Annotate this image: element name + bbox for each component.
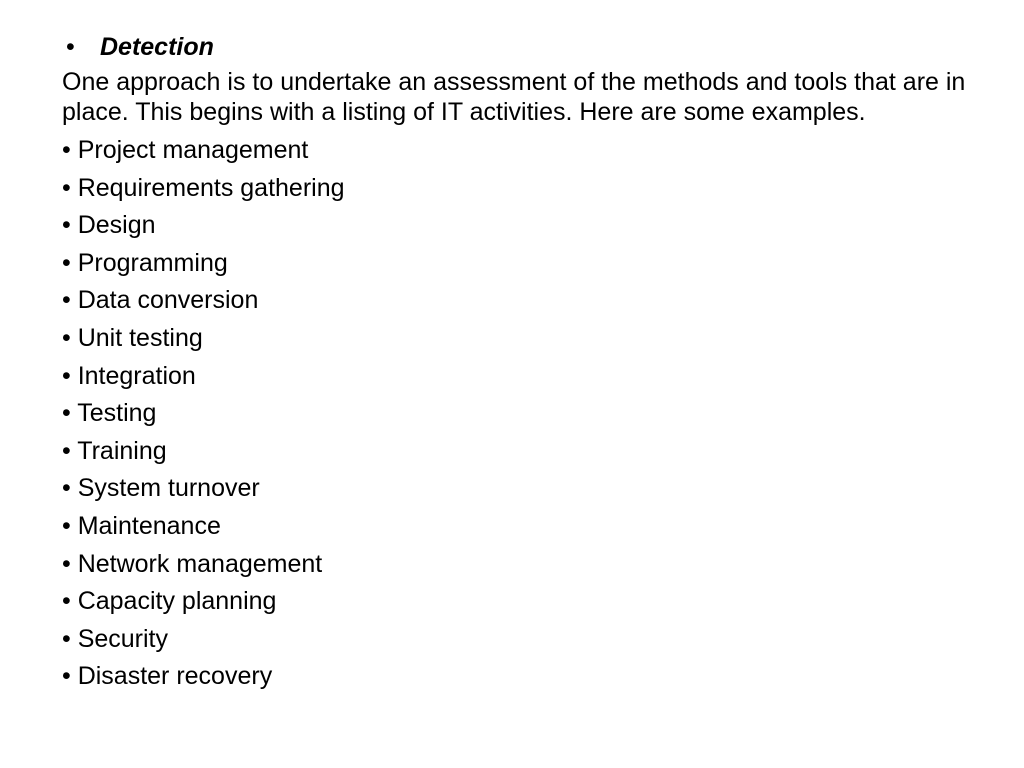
list-item: • System turnover — [62, 474, 260, 503]
activity-list — [62, 132, 967, 696]
intro-paragraph: One approach is to undertake an assessment of the methods and tools that are in place. This begins with a listing of IT activities. Here are some examples. — [62, 68, 966, 126]
list-item: • Programming — [62, 248, 228, 277]
list-item: • Integration — [62, 361, 196, 390]
list-item: • Unit testing — [62, 323, 203, 352]
list-item: • Project management — [62, 136, 309, 164]
section-heading — [62, 30, 967, 64]
list-item: • Requirements gathering — [62, 173, 345, 202]
list-item: • Testing — [62, 399, 157, 428]
heading-bullet: • — [66, 33, 75, 61]
list-item: • Disaster recovery — [62, 662, 273, 691]
heading-title: Detection — [100, 33, 214, 61]
list-item: • Maintenance — [62, 511, 221, 540]
list-item: • Capacity planning — [62, 587, 277, 616]
list-item: • Security — [62, 624, 169, 653]
slide-content — [62, 30, 967, 696]
list-item: • Network management — [62, 549, 323, 578]
list-item: • Training — [62, 436, 167, 465]
list-item: • Design — [62, 211, 156, 240]
list-item: • Data conversion — [62, 286, 259, 315]
